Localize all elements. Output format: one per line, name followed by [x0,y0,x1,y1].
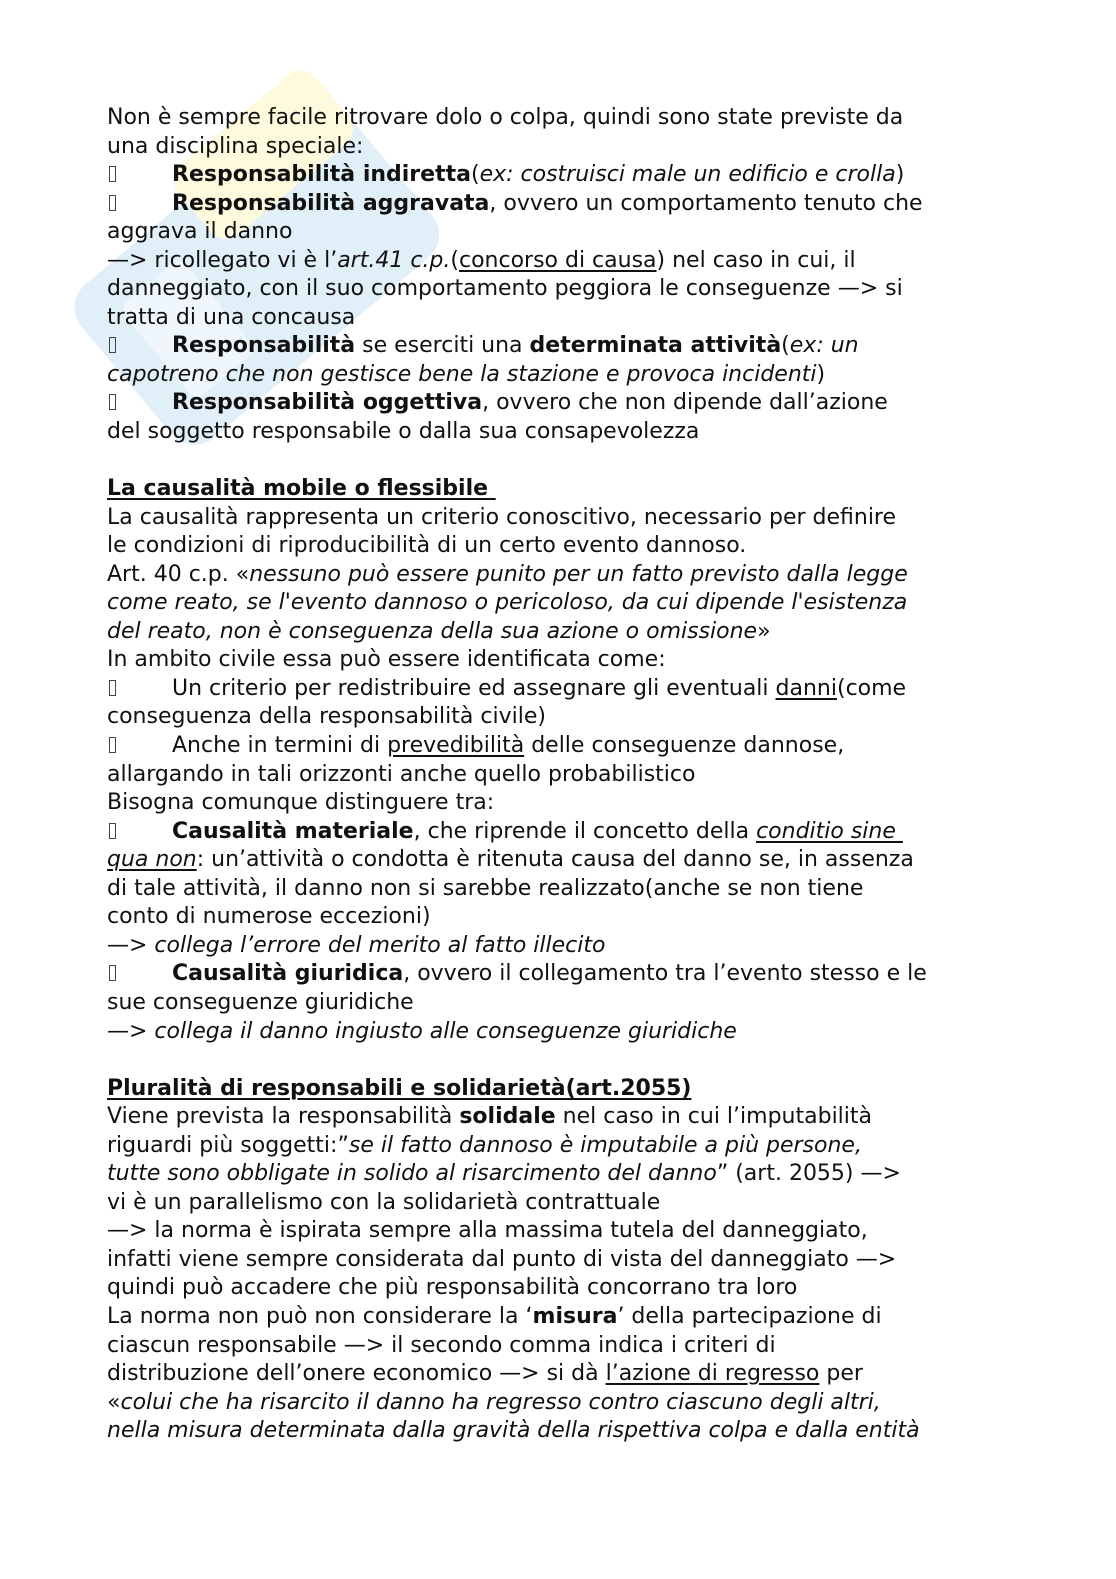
bullet-item [107,389,1067,418]
text-run: tutte sono obbligate in solido al risarcimento del danno [107,1161,717,1187]
text-run: (come [836,675,907,701]
section-heading [107,475,1067,504]
text-run: Causalità giuridica [172,961,404,987]
text-run: ex: un [789,333,859,359]
text-run: La causalità rappresenta un criterio conoscitivo, necessario per definire [107,504,897,530]
text-run: colui che ha risarcito il danno ha regresso contro ciascuno degli altri, [120,1389,881,1415]
text-line [107,218,1067,247]
text-run: riguardi più soggetti:” [107,1132,349,1158]
text-line [107,304,1067,333]
text-line [107,104,1067,133]
bullet-icon [107,332,172,361]
text-run: —> ricollegato vi è l’ [107,247,338,273]
text-run: ) nel caso in cui, il [656,247,856,273]
text-run: Non è sempre facile ritrovare dolo o colpa, quindi sono state previste da [107,105,904,130]
bullet-item [107,161,1067,190]
text-run: quindi può accadere che più responsabilità concorrano tra loro [107,1275,798,1301]
bullet-item [107,675,1067,704]
text-line [107,932,1067,961]
text-run: del reato, non è conseguenza della sua azione o omissione [107,618,758,644]
text-run: : un’attività o condotta è ritenuta causa del danno se, in assenza [196,847,914,873]
text-line [107,1217,1067,1246]
text-run: Responsabilità indiretta [172,162,471,188]
text-line [107,1417,1067,1446]
text-run: allargando in tali orizzonti anche quello probabilistico [107,761,696,787]
text-line [107,532,1067,561]
text-run: ( [470,162,480,188]
text-run: —> la norma è ispirata sempre alla massima tutela del danneggiato, [107,1218,868,1244]
text-run: solidale [459,1104,556,1130]
text-run: —> collega il danno ingiusto alle conseguenze giuridiche [107,1018,737,1044]
text-run: ’ della partecipazione di [617,1303,882,1329]
text-line [107,646,1067,675]
bullet-item [107,190,1067,219]
text-line [107,589,1067,618]
section-heading [107,1075,1067,1104]
text-line [107,703,1067,732]
bullet-icon [107,161,172,190]
text-run: Pluralità di responsabili e solidarietà(art.2055) [107,1075,692,1101]
text-run: nessuno può essere punito per un fatto previsto dalla legge [249,561,908,587]
text-run: capotreno che non gestisce bene la stazione e provoca incidenti [107,361,817,387]
text-line [107,875,1067,904]
text-run: distribuzione dell’onere economico —> si dà [107,1361,606,1387]
text-run: se il fatto dannoso è imputabile a più persone, [348,1132,862,1158]
text-line [107,1160,1067,1189]
text-line [107,247,1067,276]
text-run: , ovvero che non dipende dall’azione [482,390,888,416]
bullet-item [107,818,1067,847]
text-run: Causalità materiale [172,818,414,844]
bullet-icon [107,389,172,418]
text-run: nel caso in cui l’imputabilità [555,1104,873,1130]
text-run: come reato, se l'evento dannoso o pericoloso, da cui dipende l'esistenza [107,590,908,616]
text-run: nella misura determinata dalla gravità della rispettiva colpa e dalla entità [107,1418,920,1444]
text-run: una disciplina speciale: [107,133,364,159]
text-run: conditio sine [756,818,903,844]
text-run: sue conseguenze giuridiche [107,989,414,1015]
text-line [107,1274,1067,1303]
text-line [107,361,1067,390]
text-run: ciascun responsabile —> il secondo comma indica i criteri di [107,1332,776,1358]
text-line [107,989,1067,1018]
text-run: infatti viene sempre considerata dal punto di vista del danneggiato —> [107,1246,897,1272]
text-run: conseguenza della responsabilità civile) [107,704,546,730]
text-run: ” (art. 2055) —> [716,1161,901,1187]
text-line [107,903,1067,932]
text-line [107,789,1067,818]
text-line [107,1389,1067,1418]
text-run: danni [775,675,837,701]
text-run: se eserciti una [355,333,530,359]
text-run: di tale attività, il danno non si sarebbe realizzato(anche se non tiene [107,875,864,901]
text-run: qua non [107,847,197,873]
text-run: ( [450,247,459,273]
text-run: , ovvero un comportamento tenuto che [489,190,923,216]
blank-line [107,447,1067,476]
text-line [107,1132,1067,1161]
text-run: Bisogna comunque distinguere tra: [107,790,495,816]
text-line [107,1360,1067,1389]
bullet-icon [107,818,172,847]
text-run: Responsabilità oggettiva [172,390,483,416]
bullet-icon [107,732,172,761]
text-line [107,618,1067,647]
blank-line [107,1046,1067,1075]
text-run: La causalità mobile o flessibile [107,476,496,502]
bullet-item [107,960,1067,989]
text-run: , che riprende il concetto della [413,818,757,844]
text-run: prevedibilità [387,733,525,759]
text-line [107,1332,1067,1361]
text-line [107,1103,1067,1132]
text-run: l’azione di regresso [605,1361,820,1387]
text-line [107,133,1067,162]
bullet-item [107,732,1067,761]
text-run: conto di numerose eccezioni) [107,904,431,930]
text-run: delle conseguenze dannose, [524,733,845,759]
text-run: tratta di una concausa [107,304,356,330]
text-line [107,418,1067,447]
text-line [107,275,1067,304]
text-run: ( [781,333,790,359]
text-run: le condizioni di riproducibilità di un certo evento dannoso. [107,533,747,559]
text-line [107,504,1067,533]
text-line [107,1246,1067,1275]
bullet-icon [107,960,172,989]
text-line [107,1189,1067,1218]
text-run: , ovvero il collegamento tra l’evento stesso e le [403,961,927,987]
text-run: Responsabilità [172,333,356,359]
bullet-icon [107,190,172,219]
text-line [107,1303,1067,1332]
text-run: Responsabilità aggravata [172,190,490,216]
text-run: Art. 40 c.p. « [107,561,250,587]
text-run: La norma non può non considerare la ‘ [107,1303,533,1329]
text-run: vi è un parallelismo con la solidarietà contrattuale [107,1189,661,1215]
text-run: In ambito civile essa può essere identificata come: [107,647,666,673]
text-run: danneggiato, con il suo comportamento peggiora le conseguenze —> si [107,276,903,302]
text-run: art.41 c.p. [337,247,451,273]
document-body [107,104,1067,1446]
bullet-item [107,332,1067,361]
text-line [107,846,1067,875]
text-run: Un criterio per redistribuire ed assegnare gli eventuali [172,675,776,701]
text-run: « [107,1389,121,1415]
text-run: ex: costruisci male un edificio e crolla [479,162,896,188]
text-run: » [757,618,771,644]
text-run: concorso di causa [458,247,657,273]
text-run: ) [816,361,826,387]
text-line [107,1018,1067,1047]
text-line [107,761,1067,790]
bullet-icon [107,675,172,704]
text-line [107,561,1067,590]
text-run: ) [895,162,905,188]
text-run: aggrava il danno [107,219,293,245]
text-run: Viene prevista la responsabilità [107,1104,460,1130]
text-run: —> collega l’errore del merito al fatto illecito [107,932,606,958]
text-run: determinata attività [529,333,782,359]
text-run: Anche in termini di [172,733,388,759]
text-run: del soggetto responsabile o dalla sua consapevolezza [107,419,700,445]
text-run: misura [532,1303,618,1329]
text-run: per [819,1361,863,1387]
